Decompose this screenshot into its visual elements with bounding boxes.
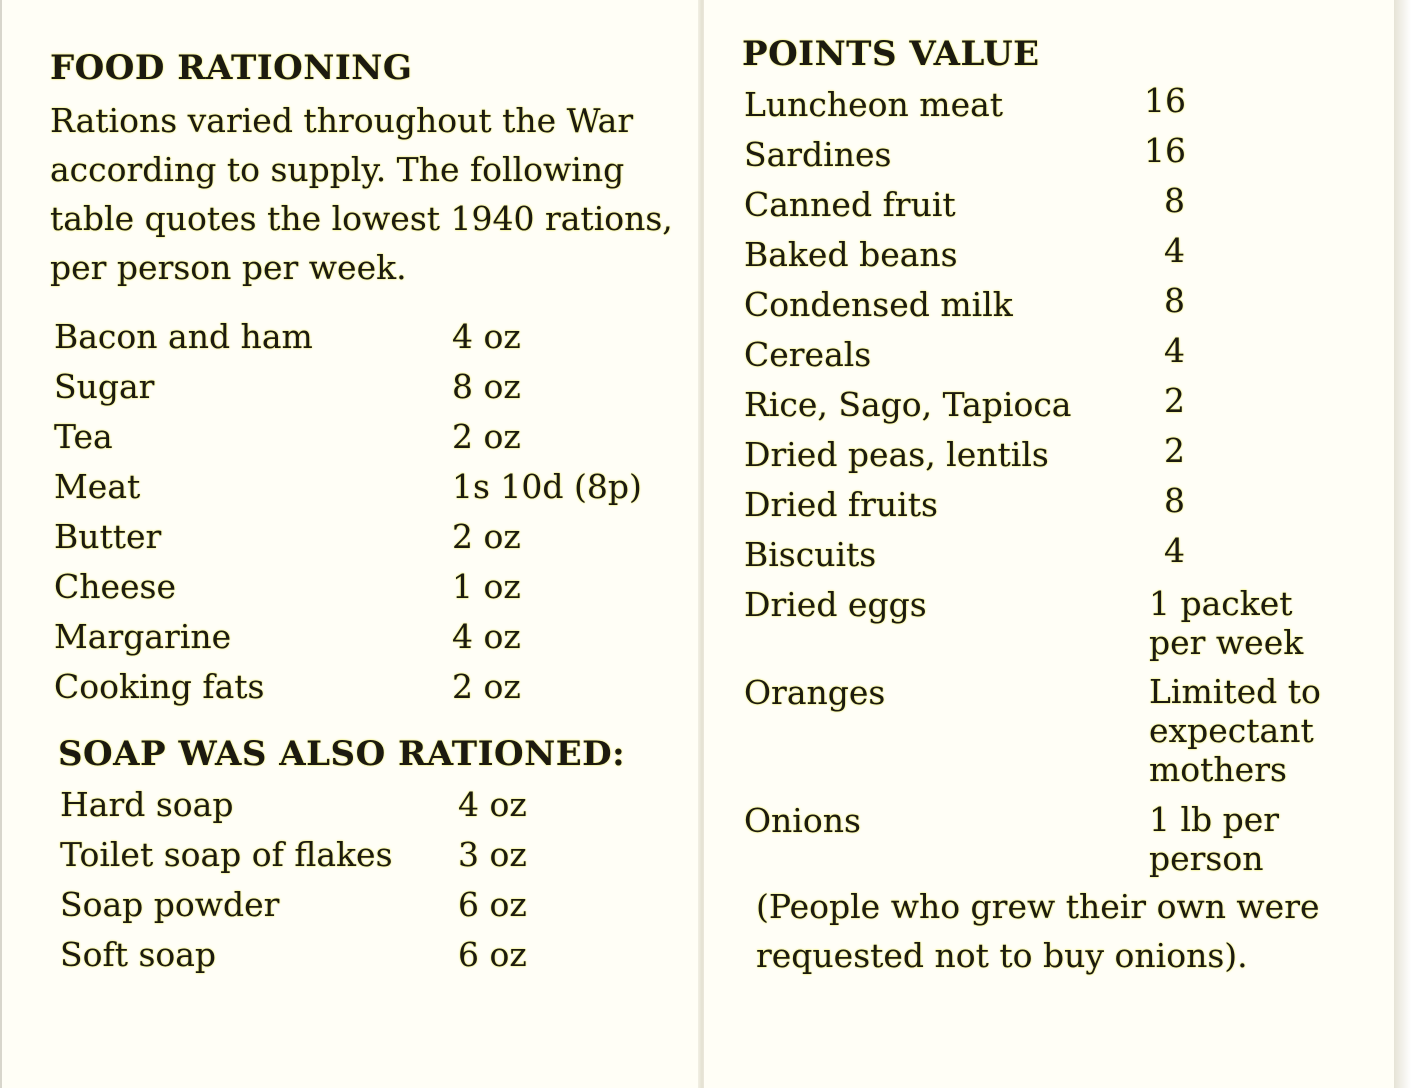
points-value: 2 (1164, 381, 1185, 420)
food-rationing-title: FOOD RATIONING (50, 48, 413, 88)
ration-item: Margarine (54, 617, 232, 656)
points-item: Dried peas, lentils (744, 435, 1049, 474)
ration-amount: 8 oz (452, 367, 521, 406)
points-item: Dried fruits (744, 485, 938, 524)
soap-rationed-heading: SOAP WAS ALSO RATIONED: (58, 734, 626, 774)
points-item: Baked beans (744, 235, 958, 274)
points-value: 1 lb per person (1149, 800, 1280, 878)
ration-item: Bacon and ham (54, 317, 313, 356)
ration-amount: 1 oz (452, 567, 521, 606)
soap-amount: 3 oz (458, 835, 527, 874)
soap-amount: 6 oz (458, 935, 527, 974)
points-item: Oranges (744, 673, 886, 712)
ration-amount: 2 oz (452, 517, 521, 556)
points-value: 4 (1164, 231, 1185, 270)
soap-amount: 6 oz (458, 885, 527, 924)
points-item: Rice, Sago, Tapioca (744, 385, 1072, 424)
points-item: Condensed milk (744, 285, 1013, 324)
points-value: 4 (1164, 531, 1185, 570)
soap-item: Soft soap (60, 935, 217, 974)
intro-paragraph: Rations varied throughout the War according to supply. The following table quotes the lowest 1940 rations, per person per week. (50, 101, 673, 287)
ration-amount: 1s 10d (8p) (452, 467, 642, 506)
points-value: 1 packet per week (1149, 584, 1304, 662)
ration-item: Cheese (54, 567, 177, 606)
points-value: 8 (1164, 481, 1185, 520)
ration-amount: 2 oz (452, 667, 521, 706)
ration-item: Meat (54, 467, 141, 506)
points-value: 16 (1144, 131, 1186, 170)
ration-amount: 2 oz (452, 417, 521, 456)
points-item: Canned fruit (744, 185, 956, 224)
points-item: Luncheon meat (744, 85, 1004, 124)
points-value: 16 (1144, 81, 1186, 120)
ration-item: Sugar (54, 367, 155, 406)
ration-item: Butter (54, 517, 162, 556)
points-item: Biscuits (744, 535, 877, 574)
points-item: Sardines (744, 135, 892, 174)
page-edge (1394, 0, 1411, 1088)
points-item: Onions (744, 801, 861, 840)
ration-item: Tea (54, 417, 113, 456)
points-value: Limited to expectant mothers (1149, 672, 1321, 789)
points-value: 2 (1164, 431, 1185, 470)
ration-amount: 4 oz (452, 617, 521, 656)
points-value: 8 (1164, 181, 1185, 220)
points-value: 4 (1164, 331, 1185, 370)
onions-note: (People who grew their own were requested not to buy onions). (756, 887, 1320, 975)
ration-item: Cooking fats (54, 667, 265, 706)
left-page (0, 0, 700, 1088)
soap-item: Soap powder (60, 885, 280, 924)
points-value: 8 (1164, 281, 1185, 320)
soap-item: Toilet soap of flakes (60, 835, 393, 874)
soap-item: Hard soap (60, 785, 234, 824)
points-item: Cereals (744, 335, 872, 374)
soap-amount: 4 oz (458, 785, 527, 824)
points-value-title: POINTS VALUE (742, 34, 1040, 74)
points-item: Dried eggs (744, 585, 927, 624)
ration-amount: 4 oz (452, 317, 521, 356)
